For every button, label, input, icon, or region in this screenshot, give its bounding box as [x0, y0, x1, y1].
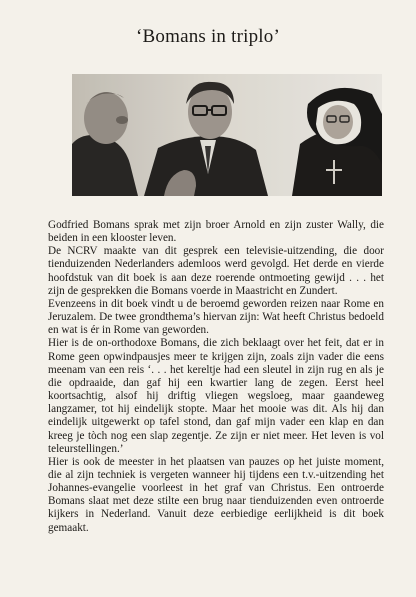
cover-photo — [72, 74, 382, 196]
paragraph-travels: Evenzeens in dit boek vindt u de beroemd geworden reizen naar Rome en Jeruzalem. De twee grondthema’s hiervan zijn: Wat heeft Christus bedoeld en wat is ér in Rome van geworden. — [48, 297, 384, 337]
paragraph-rome: Hier is de on-orthodoxe Bomans, die zich beklaagt over het feit, dat er in Rome geen opwindpausjes meer te krijgen zijn, zoals zijn vader die eens meenam van een reis ‘. . . het kereltje had een sleutel in zijn rug en als je die opdraaide, dan gaf hij een kwartier lang de zegen. Eerst heel koortsachtig, alsof hij driftig vliegen wegsloeg, maar gaandeweg langzamer, tot hij eindelijk stopte. Maar het mooie was dit. Als hij dan eindelijk uitgewerkt op tafel stond, dan gaf mijn vader een klap en dan kreeg je tòch nog een slap zegentje. Ze zijn er niet meer. Het leven is vol teleurstellingen.’ — [48, 337, 384, 455]
paragraph-intro: Godfried Bomans sprak met zijn broer Arnold en zijn zuster Wally, die beiden in een klooster leven. — [48, 219, 384, 245]
body-text — [48, 219, 384, 535]
paragraph-master: Hier is ook de meester in het plaatsen van pauzes op het juiste moment, die al zijn techniek is vergeten wanneer hij tijdens een t.v.-uitzending het Johannes-evangelie voorleest in het graf van Christus. Een ontroerde Bomans slaat met deze stilte een brug naar tienduizenden even ontroerde kijkers in Nederland. Vanuit deze eerbiedige eerlijkheid is dit boek gemaakt. — [48, 455, 384, 534]
photo-illustration — [72, 74, 382, 196]
paragraph-ncrv: De NCRV maakte van dit gesprek een televisie-uitzending, die door tienduizenden Nederlanders ademloos werd gevolgd. Het derde en vierde hoofdstuk van dit boek is aan deze roerende ontmoeting gewijd . . . het zijn de gesprekken die Bomans voerde in Maastricht en Zundert. — [48, 245, 384, 297]
page-title: ‘Bomans in triplo’ — [136, 26, 280, 47]
